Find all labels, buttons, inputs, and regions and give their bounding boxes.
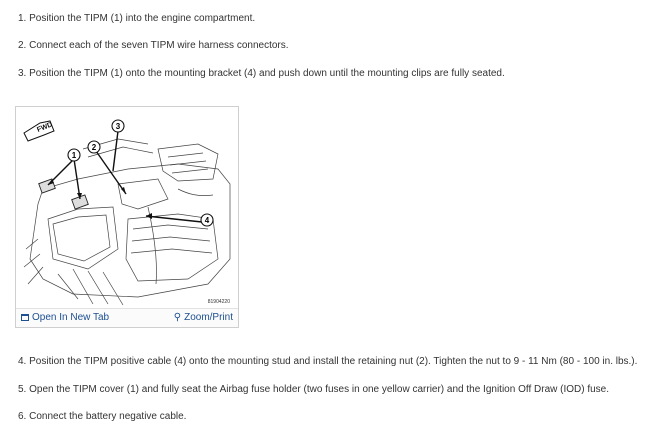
callout-1: 1 [71, 151, 77, 160]
figure-toolbar [16, 308, 238, 327]
zoom-print-label: Zoom/Print [184, 312, 233, 323]
zoom-print-link[interactable] [174, 312, 233, 323]
step-3-text: 3. Position the TIPM (1) onto the mounting bracket (4) and push down until the mounting clips are fully seated. [18, 68, 505, 79]
magnifier-icon: ⚲ [173, 312, 182, 323]
step-2-text: 2. Connect each of the seven TIPM wire harness connectors. [18, 40, 289, 51]
open-in-new-tab-link[interactable] [21, 312, 109, 323]
fwd-label: FWD [36, 121, 54, 134]
image-code: 81904220 [207, 299, 230, 305]
tipm-installation-diagram [18, 109, 236, 309]
step-6-text: 6. Connect the battery negative cable. [18, 411, 187, 422]
open-in-new-tab-label: Open In New Tab [32, 312, 110, 323]
callout-2: 2 [91, 143, 97, 152]
callout-3: 3 [115, 122, 121, 131]
figure-card [15, 106, 239, 328]
step-5-text: 5. Open the TIPM cover (1) and fully seat the Airbag fuse holder (two fuses in one yellow carrier) and the Ignition Off Draw (IOD) fuse. [18, 384, 610, 395]
new-tab-icon [21, 314, 29, 321]
step-4-text: 4. Position the TIPM positive cable (4) onto the mounting stud and install the retaining nut (2). Tighten the nut to 9 - 11 Nm (80 - 100 in. lbs.). [18, 356, 638, 367]
step-1-text: 1. Position the TIPM (1) into the engine compartment. [18, 13, 256, 24]
callout-4: 4 [204, 216, 210, 225]
